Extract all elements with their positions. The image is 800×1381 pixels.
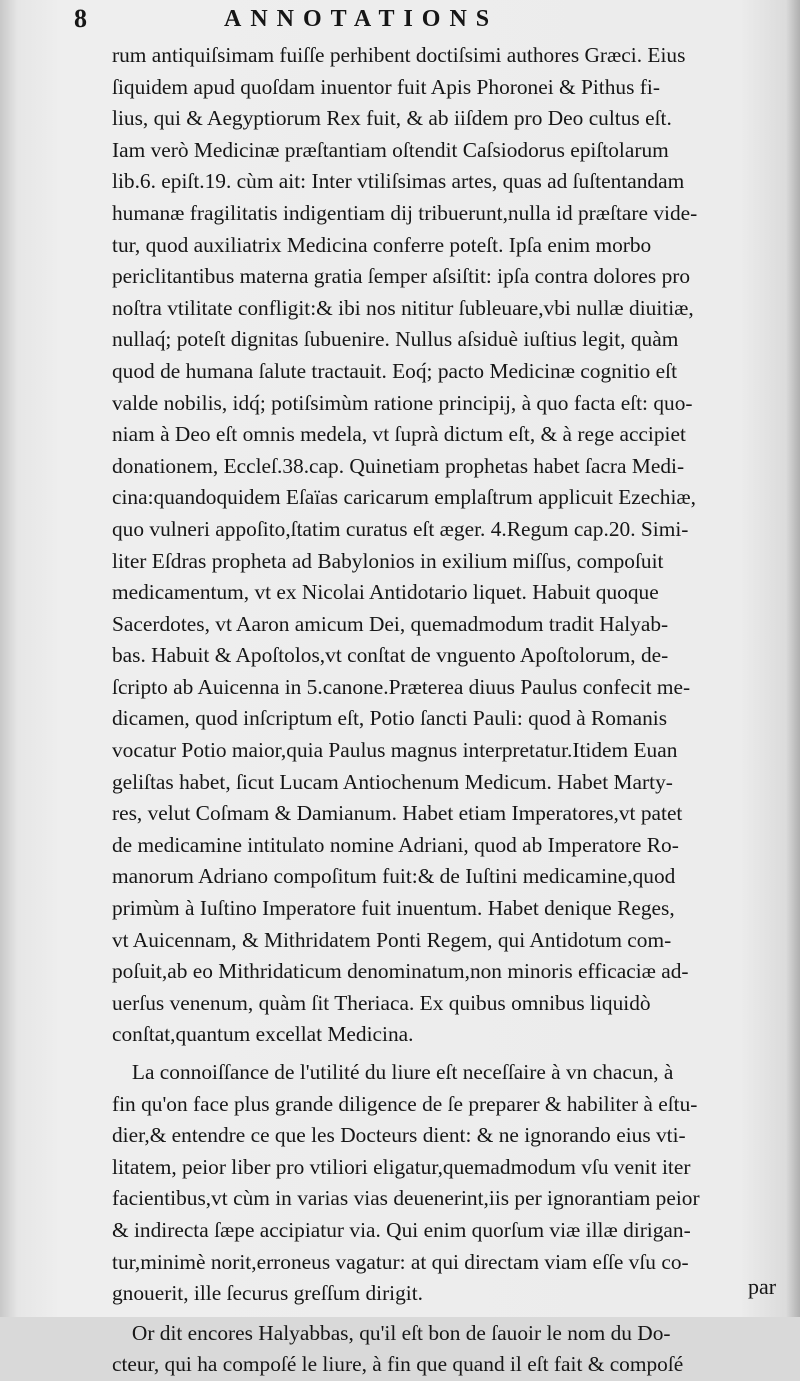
text-line: ſcripto ab Auicenna in 5.canone.Præterea diuus Paulus confecit me- — [112, 674, 691, 699]
text-line: cina:quandoquidem Eſaïas caricarum emplaſtrum applicuit Ezechiæ, — [112, 485, 696, 510]
paragraph-latin — [112, 40, 792, 1051]
running-head: ANNOTATIONS — [224, 6, 499, 32]
text-line: dicamen, quod inſcriptum eſt, Potio ſancti Pauli: quod à Romanis — [112, 706, 668, 731]
text-line: liter Eſdras propheta ad Babylonios in exilium miſſus, compoſuit — [112, 548, 664, 573]
text-line: niam à Deo eſt omnis medela, vt ſuprà dictum eſt, & à rege accipiet — [112, 422, 686, 447]
text-line: dier,& entendre ce que les Docteurs dient: & ne ignorando eius vti- — [112, 1123, 686, 1148]
text-line: res, velut Coſmam & Damianum. Habet etiam Imperatores,vt patet — [112, 801, 683, 826]
text-line: lib.6. epiſt.19. cùm ait: Inter vtiliſsimas artes, quas ad ſuſtentandam — [112, 169, 685, 194]
text-line: vt Auicennam, & Mithridatem Ponti Regem, qui Antidotum com- — [112, 927, 672, 952]
page-header — [0, 0, 800, 38]
text-line: La connoiſſance de l'utilité du liure eſt neceſſaire à vn chacun, à — [131, 1060, 674, 1084]
text-line: uerſus venenum, quàm ſit Theriaca. Ex quibus omnibus liquidò — [112, 990, 651, 1015]
text-line: Iam verò Medicinæ præſtantiam oſtendit Caſsiodorus epiſtolarum — [112, 137, 669, 162]
text-line: nullaq́; poteſt dignitas ſubuenire. Nullus aſsiduè iuſtius legit, quàm — [112, 327, 679, 352]
text-line: cteur, qui ha compoſé le liure, à fin que quand il eſt fait & compoſé — [112, 1352, 684, 1377]
text-line: manorum Adriano compoſitum fuit:& de Iuſtini medicamine,quod — [112, 864, 676, 889]
text-line: de medicamine intitulato nomine Adriani, quod ab Imperatore Ro- — [112, 832, 679, 857]
text-line: tur,minimè norit,erroneus vagatur: at qui directam viam eſſe vſu co- — [112, 1249, 689, 1274]
paragraph-french-utility — [112, 1057, 792, 1310]
text-line: humanæ fragilitatis indigentiam dij tribuerunt,nulla id præſtare vide- — [112, 200, 698, 225]
text-line: conſtat,quantum excellat Medicina. — [112, 1022, 414, 1047]
text-line: quod de humana ſalute tractauit. Eoq́; pacto Medicinæ cognitio eſt — [112, 358, 678, 383]
text-line: gnouerit, ille ſecurus greſſum dirigit. — [112, 1281, 424, 1306]
text-line: litatem, peior liber pro vtiliori eligatur,quemadmodum vſu venit iter — [112, 1154, 691, 1179]
text-line: donationem, Ecclеſ.38.cap. Quinetiam prophetas habet ſacra Medi- — [112, 453, 685, 478]
paragraph-french-author — [112, 1318, 792, 1381]
text-line: Or dit encores Halyabbas, qu'il eſt bon de ſauoir le nom du Do- — [131, 1320, 671, 1345]
text-line: tur, quod auxiliatrix Medicina conferre poteſt. Ipſa enim morbo — [112, 232, 652, 257]
text-line: lius, qui & Aegyptiorum Rex fuit, & ab iiſdem pro Deo cultus eſt. — [112, 106, 672, 131]
text-line: periclitantibus materna gratia ſemper aſsiſtit: ipſa contra dolores pro — [112, 264, 691, 289]
catchword: par — [748, 1274, 777, 1299]
text-line: bas. Habuit & Apoſtolos,vt conſtat de vnguento Apoſtolorum, de- — [112, 643, 669, 668]
text-line: valde nobilis, idq́; potiſsimùm ratione principij, à quo facta eſt: quo- — [112, 390, 693, 415]
text-line: medicamentum, vt ex Nicolai Antidotario liquet. Habuit quoque — [112, 580, 659, 605]
text-line: Sacerdotes, vt Aaron amicum Dei, quemadmodum tradit Halyab- — [112, 611, 669, 636]
text-line: poſuit,ab eo Mithridaticum denominatum,non minoris efficaciæ ad- — [112, 959, 689, 984]
body-text — [112, 40, 792, 1381]
page-edge-shadow — [786, 0, 800, 1317]
text-line: primùm à Iuſtino Imperatore fuit inuentum. Habet denique Reges, — [112, 896, 675, 921]
text-line: rum antiquiſsimam fuiſſe perhibent doctiſsimi authores Græci. Eius — [112, 43, 686, 67]
text-line: & indirecta ſæpe accipiatur via. Qui enim quorſum viæ illæ dirigan- — [112, 1217, 691, 1242]
page-number: 8 — [74, 4, 87, 33]
text-line: quo vulneri appoſito,ſtatim curatus eſt æger. 4.Regum cap.20. Simi- — [112, 516, 689, 541]
text-line: ſiquidem apud quoſdam inuentor fuit Apis Phoronei & Pithus fi- — [112, 74, 660, 99]
text-line: facientibus,vt cùm in varias vias deuenerint,iis per ignorantiam peior — [112, 1186, 700, 1211]
text-line: fin qu'on face plus grande diligence de ſe preparer & habiliter à eſtu- — [112, 1091, 698, 1116]
text-line: geliſtas habet, ſicut Lucam Antiochenum Medicum. Habet Marty- — [112, 769, 673, 794]
text-line: noſtra vtilitate confligit:& ibi nos nititur ſubleuare,vbi nullæ diuitiæ, — [112, 295, 694, 320]
text-line: vocatur Potio maior,quia Paulus magnus interpretatur.Itidem Euan — [112, 738, 678, 763]
